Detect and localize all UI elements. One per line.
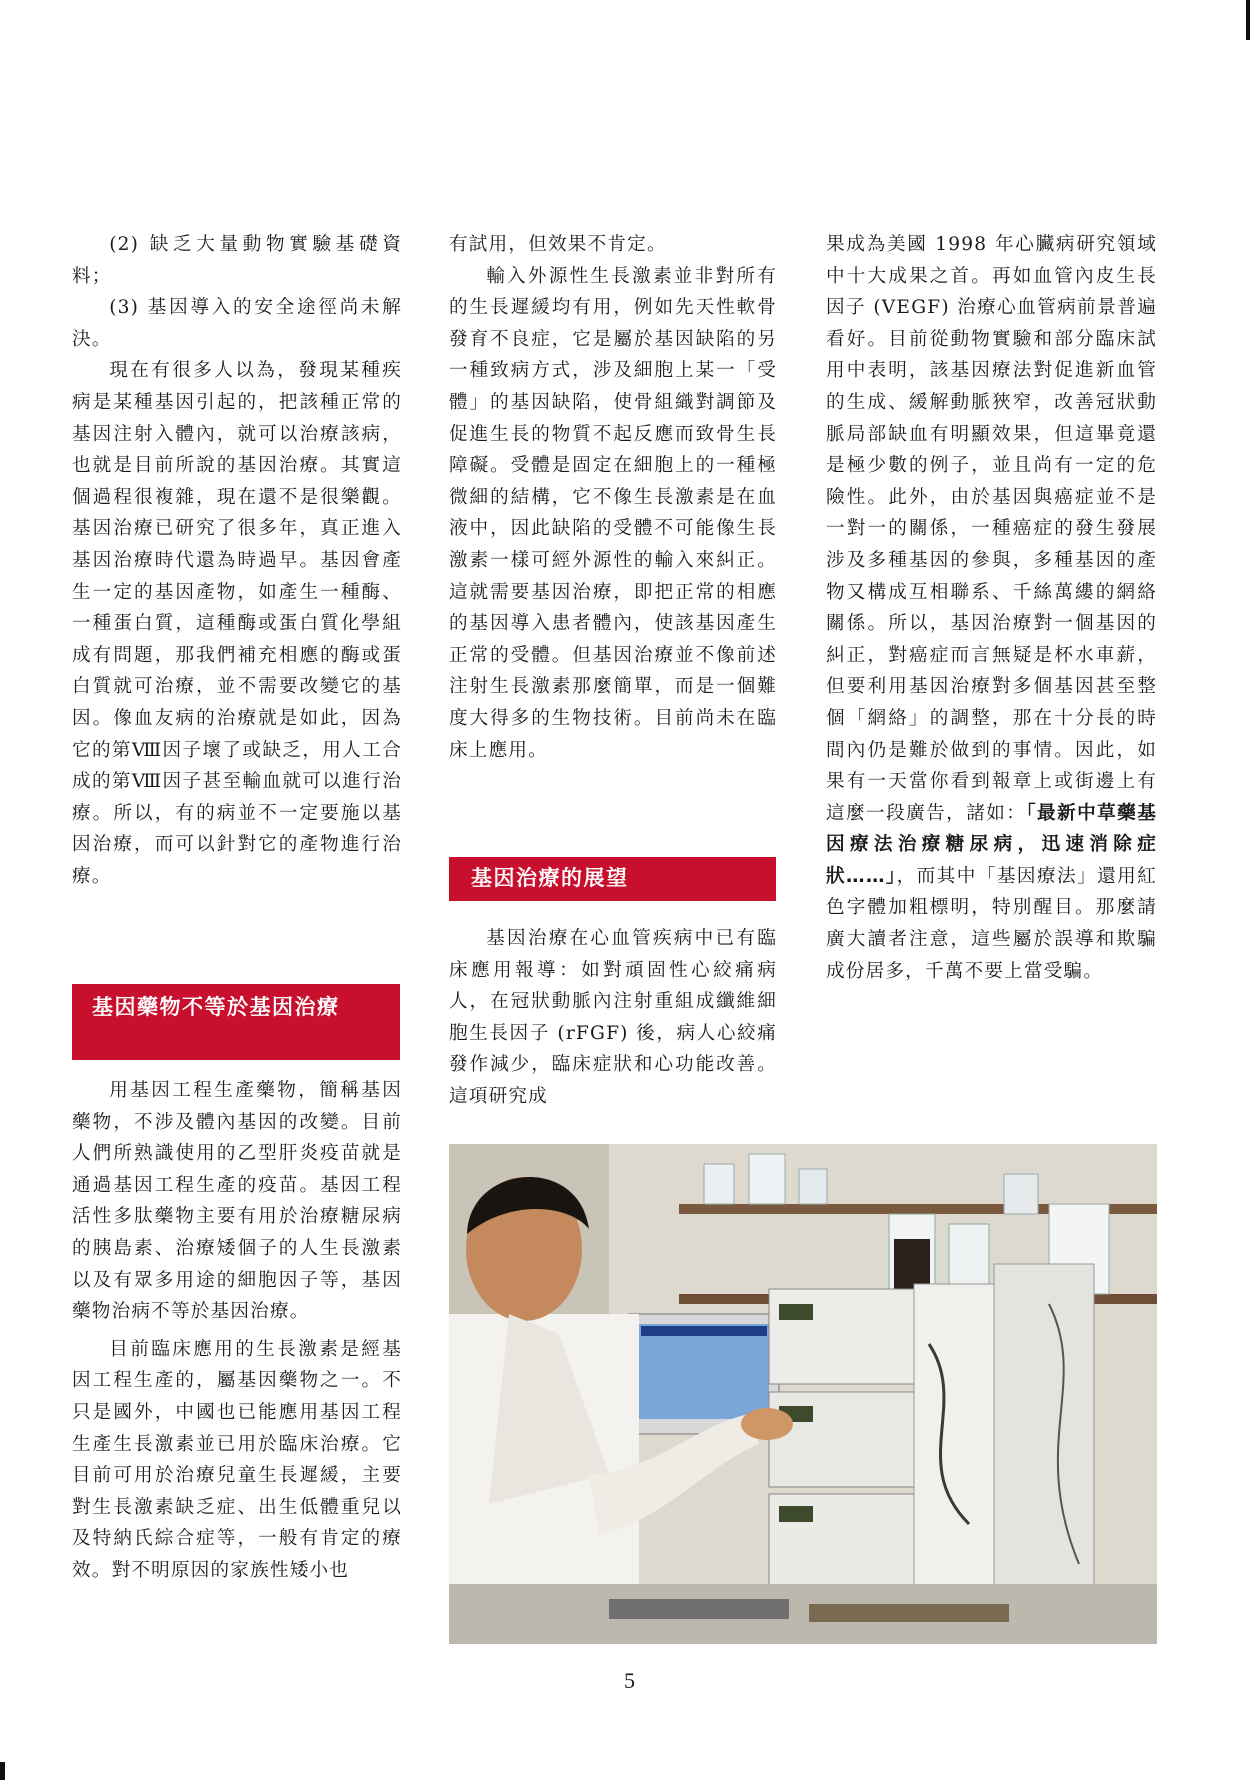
section-heading-outlook — [449, 857, 776, 901]
lab-scene-illustration — [449, 1144, 1157, 1644]
scan-edge-mark — [1246, 0, 1250, 40]
paragraph: 目前臨床應用的生長激素是經基因工程生產的，屬基因藥物之一。不只是國外，中國也已能應用基因工程生產生長激素並已用於臨床治療。它目前可用於治療兒童生長遲緩，主要對生長激素缺乏症、出生低體重兒以及特納氏綜合症等，一般有肯定的療效。對不明原因的家族性矮小也 — [72, 1338, 402, 1581]
column-middle-lower — [449, 923, 777, 1113]
paragraph-text: ，而其中「基因療法」還用紅色字體加粗標明，特別醒目。那麼請廣大讀者注意，這些屬於誤導和欺騙成份居多，千萬不要上當受騙。 — [826, 865, 1157, 982]
section-heading-text: 基因藥物不等於基因治療 — [92, 995, 340, 1019]
paragraph: 有試用，但效果不肯定。 — [449, 234, 667, 255]
paragraph: 用基因工程生產藥物，簡稱基因藥物，不涉及體內基因的改變。目前人們所熟識使用的乙型肝炎疫苗就是通過基因工程生產的疫苗。基因工程活性多肽藥物主要有用於治療糖尿病的胰島素、治療矮個子的人生長激素以及有眾多用途的細胞因子等，基因藥物治病不等於基因治療。 — [72, 1080, 402, 1323]
paragraph-text: 果成為美國 1998 年心臟病研究領域中十大成果之首。再如血管內皮生長因子 (VEGF) 治療心血管病前景普遍看好。目前從動物實驗和部分臨床試用中表明，該基因療法對促進新血管的生成、緩解動脈狹窄，改善冠狀動脈局部缺血有明顯效果，但這畢竟還是極少數的例子，並且尚有一定的危險性。此外，由於基因與癌症並不是一對一的關係，一種癌症的發生發展涉及多種基因的參與，多種基因的產物又構成互相聯系、千絲萬縷的網絡關係。所以，基因治療對一個基因的糾正，對癌症而言無疑是杯水車薪，但要利用基因治療對多個基因甚至整個「網絡」的調整，那在十分長的時間內仍是難於做到的事情。因此，如果有一天當你看到報章上或街邊上有這麼一段廣告，諸如： — [826, 234, 1157, 824]
page-number: 5 — [624, 1668, 635, 1693]
highlighted-advertisement-quote: 「最新中草藥基因療法治療糖尿病，迅速消除症狀……」 — [826, 802, 1157, 887]
paragraph — [826, 229, 1157, 987]
paragraph: 現在有很多人以為，發現某種疾病是某種基因引起的，把該種正常的基因注射入體內，就可以治療該病，也就是目前所說的基因治療。其實這個過程很複雜，現在還不是很樂觀。基因治療已研究了很多年，真正進入基因治療時代還為時過早。基因會產生一定的基因產物，如產生一種酶、一種蛋白質，這種酶或蛋白質化學組成有問題，那我們補充相應的酶或蛋白質就可治療，並不需要改變它的基因。像血友病的治療就是如此，因為它的第Ⅷ因子壞了或缺乏，用人工合成的第Ⅷ因子甚至輸血就可以進行治療。所以，有的病並不一定要施以基因治療，而可以針對它的產物進行治療。 — [72, 360, 402, 887]
section-heading-text: 基因治療的展望 — [471, 866, 629, 890]
paragraph: 基因治療在心血管疾病中已有臨床應用報導：如對頑固性心絞痛病人，在冠狀動脈內注射重組成纖維細胞生長因子 (rFGF) 後，病人心絞痛發作減少，臨床症狀和心功能改善。這項研究成 — [449, 928, 777, 1107]
list-item-2: (2) 缺乏大量動物實驗基礎資料； — [72, 234, 402, 287]
column-left-lower — [72, 1075, 402, 1587]
lab-photo — [449, 1144, 1157, 1644]
scan-edge-mark — [0, 1762, 5, 1780]
paragraph: 輸入外源性生長激素並非對所有的生長遲緩均有用，例如先天性軟骨發育不良症，它是屬於基因缺陷的另一種致病方式，涉及細胞上某一「受體」的基因缺陷，使骨組織對調節及促進生長的物質不起反應而致骨生長障礙。受體是固定在細胞上的一種極微細的結構，它不像生長激素是在血液中，因此缺陷的受體不可能像生長激素一樣可經外源性的輸入來糾正。這就需要基因治療，即把正常的相應的基因導入患者體內，使該基因產生正常的受體。但基因治療並不像前述注射生長激素那麼簡單，而是一個難度大得多的生物技術。目前尚未在臨床上應用。 — [449, 265, 777, 761]
column-left — [72, 229, 402, 892]
list-item-3: (3) 基因導入的安全途徑尚未解決。 — [72, 297, 402, 350]
column-right — [826, 229, 1157, 987]
column-middle — [449, 229, 777, 766]
section-heading-gene-drugs — [72, 984, 400, 1060]
